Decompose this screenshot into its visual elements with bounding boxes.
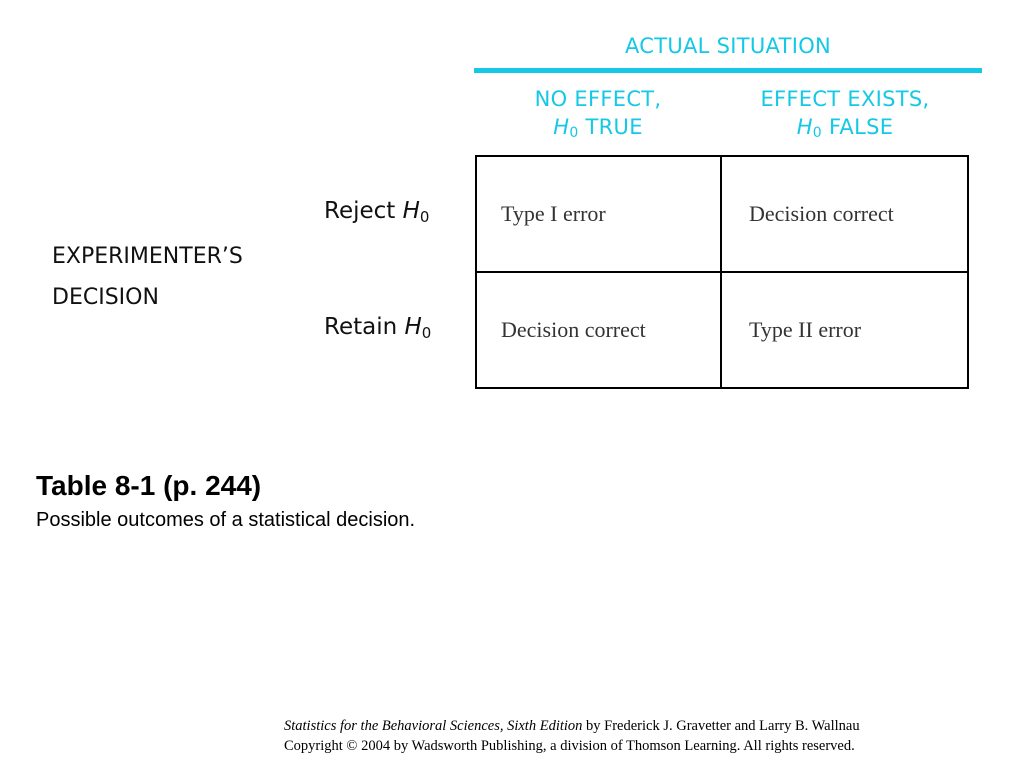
column-header-no-effect-line1: NO EFFECT, bbox=[534, 87, 662, 111]
actual-situation-rule bbox=[474, 68, 982, 73]
h0-subscript: 0 bbox=[421, 324, 432, 342]
book-title: Statistics for the Behavioral Sciences, Sixth Edition bbox=[284, 718, 583, 734]
table-title: Table 8-1 (p. 244) bbox=[36, 470, 262, 501]
h0-symbol: H bbox=[404, 314, 422, 340]
table-cell-retain-no-effect: Decision correct bbox=[477, 273, 722, 387]
table-cell-reject-effect-exists: Decision correct bbox=[722, 157, 967, 273]
h0-symbol: H bbox=[553, 115, 570, 139]
column-header-effect-exists bbox=[722, 85, 968, 147]
row-label-retain-text: Retain bbox=[324, 314, 405, 340]
column-header-effect-exists-line1: EFFECT EXISTS, bbox=[760, 87, 930, 111]
citation-footer bbox=[284, 716, 974, 756]
decision-outcome-table bbox=[475, 155, 969, 389]
h0-subscript: 0 bbox=[419, 208, 430, 226]
experimenters-decision-line2: DECISION bbox=[52, 285, 159, 310]
experimenters-decision-label bbox=[52, 236, 243, 318]
column-header-effect-exists-rest: FALSE bbox=[822, 115, 894, 139]
book-authors: by Frederick J. Gravetter and Larry B. Wallnau bbox=[582, 718, 860, 734]
h0-symbol: H bbox=[402, 198, 420, 224]
table-cell-retain-effect-exists: Type II error bbox=[749, 317, 862, 342]
column-header-no-effect-rest: TRUE bbox=[578, 115, 643, 139]
row-label-retain bbox=[324, 314, 431, 342]
table-caption: Possible outcomes of a statistical decision. bbox=[36, 509, 416, 531]
copyright-line: Copyright © 2004 by Wadsworth Publishing, a division of Thomson Learning. All rights reserved. bbox=[284, 738, 855, 754]
h0-subscript: 0 bbox=[569, 125, 579, 141]
experimenters-decision-line1: EXPERIMENTER’S bbox=[52, 244, 243, 269]
column-header-no-effect bbox=[476, 85, 720, 147]
h0-subscript: 0 bbox=[812, 125, 822, 141]
column-header-effect-exists-line2 bbox=[722, 113, 968, 147]
row-label-reject-text: Reject bbox=[324, 198, 403, 224]
citation-line1 bbox=[284, 716, 974, 736]
column-header-no-effect-line2 bbox=[476, 113, 720, 147]
h0-symbol: H bbox=[796, 115, 813, 139]
table-cell-reject-no-effect: Type I error bbox=[477, 157, 722, 273]
row-label-reject bbox=[324, 198, 429, 226]
actual-situation-heading: ACTUAL SITUATION bbox=[624, 34, 832, 58]
